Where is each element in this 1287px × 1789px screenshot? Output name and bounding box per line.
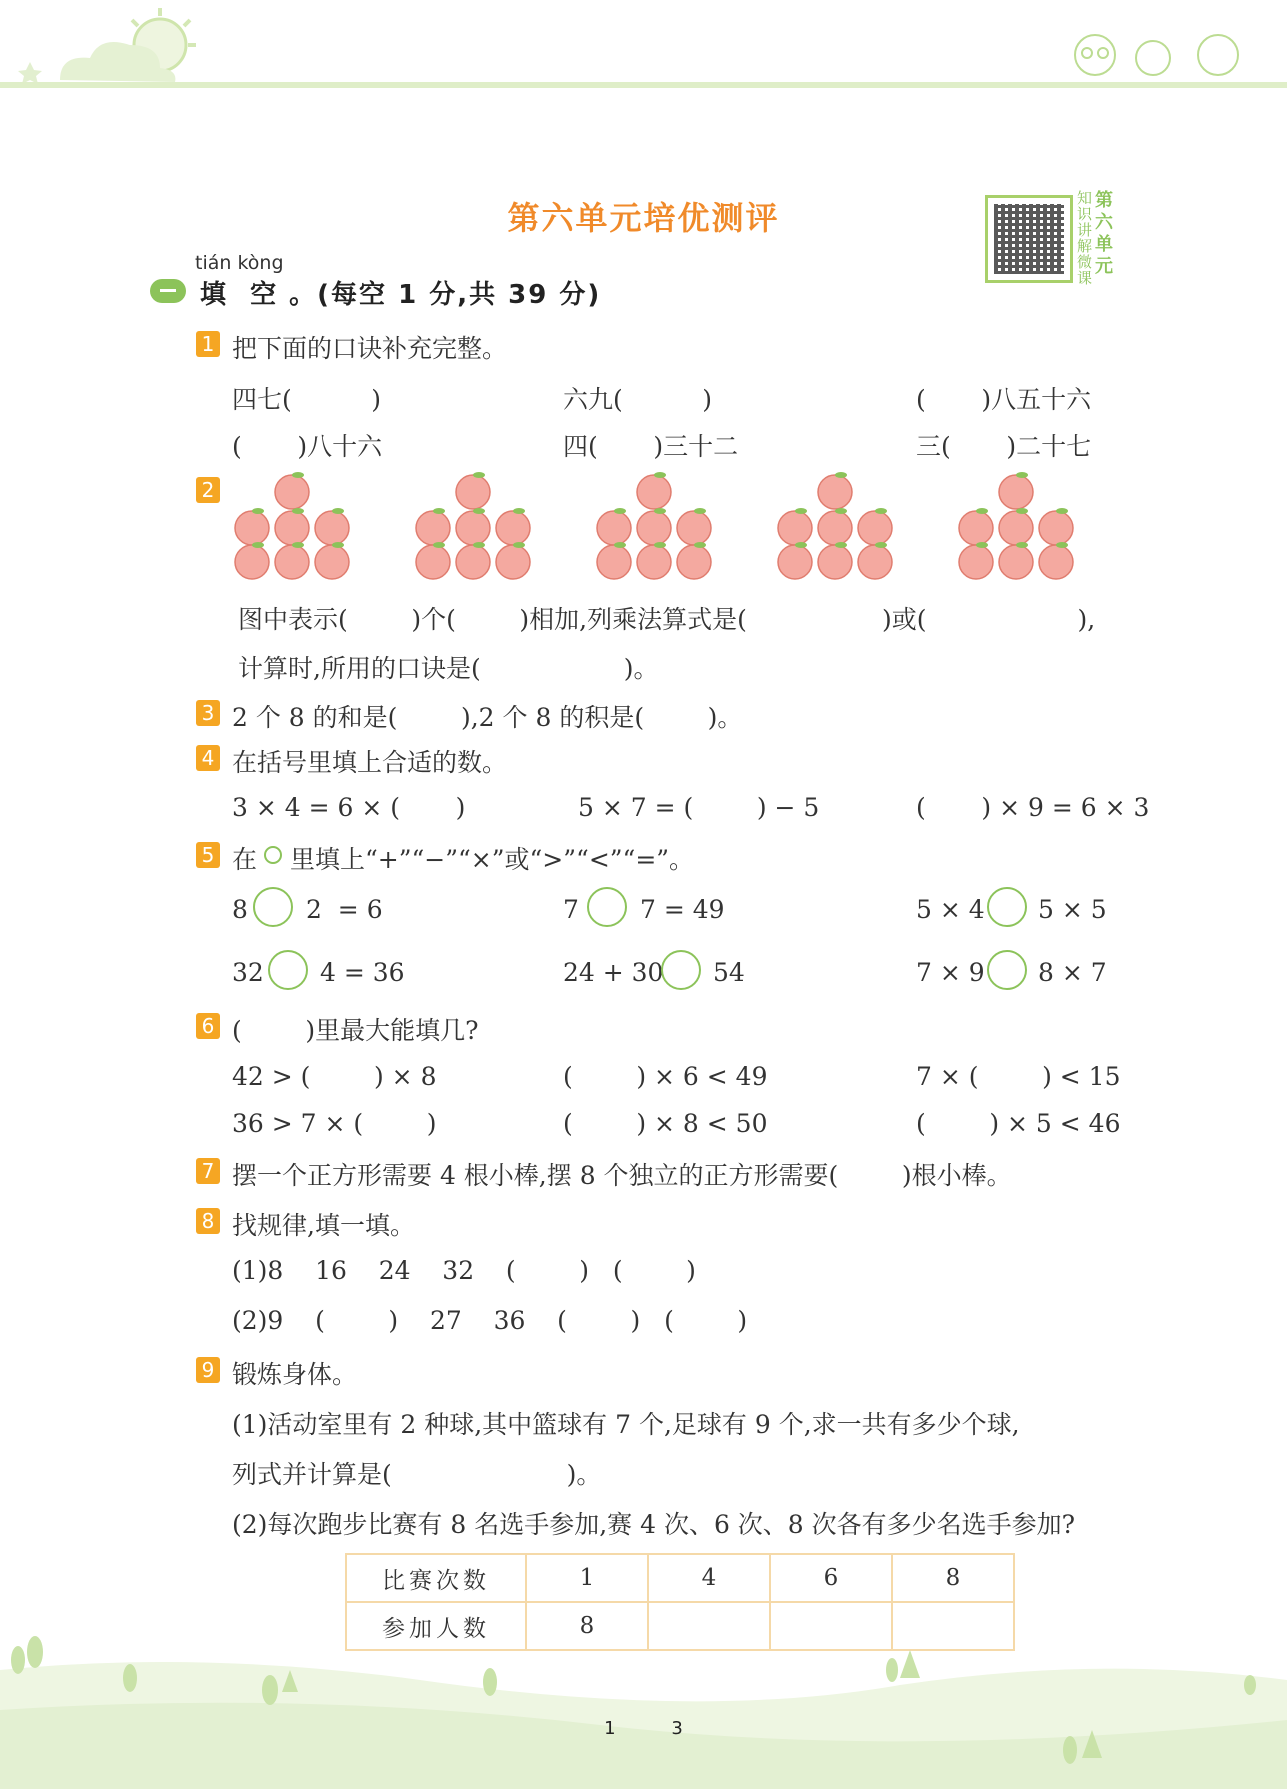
q9-part2: (2)每次跑步比赛有 8 名选手参加,赛 4 次、6 次、8 次各有多少名选手参加?	[232, 1510, 1076, 1539]
q5-left: 24 + 30	[563, 958, 664, 987]
table-header-cell: 比赛次数	[346, 1554, 526, 1602]
q5-left: 32	[232, 958, 264, 987]
apple-icon	[1039, 542, 1073, 579]
q5-right: 7 = 49	[640, 895, 725, 924]
question-number: 1	[196, 331, 220, 357]
apple-icon	[999, 472, 1033, 509]
q5-left: 7 × 9	[916, 958, 985, 987]
apple-icon	[818, 542, 852, 579]
apple-group	[592, 470, 722, 580]
question-number: 2	[196, 477, 220, 503]
apple-icon	[858, 542, 892, 579]
apple-icon	[637, 472, 671, 509]
q4-item: 5 × 7 = ( ) − 5	[578, 793, 820, 822]
q9-part1-line1: (1)活动室里有 2 种球,其中篮球有 7 个,足球有 9 个,求一共有多少个球,	[232, 1410, 1020, 1439]
apple-icon	[315, 542, 349, 579]
circle-icon	[264, 846, 282, 864]
q5-right: 5 × 5	[1038, 895, 1107, 924]
question-number: 3	[196, 700, 220, 726]
question-number: 9	[196, 1357, 220, 1383]
apple-icon	[778, 542, 812, 579]
q5-left: 7	[563, 895, 579, 924]
operator-circle[interactable]	[587, 887, 627, 927]
q4-item: 3 × 4 = 6 × ( )	[232, 793, 466, 822]
question-text: 在括号里填上合适的数。	[232, 748, 508, 777]
q6-item: ( ) × 8 < 50	[563, 1109, 768, 1138]
footer-landscape	[0, 1630, 1287, 1789]
q6-item: ( ) × 5 < 46	[916, 1109, 1121, 1138]
apple-icon	[637, 542, 671, 579]
apple-icon	[999, 508, 1033, 545]
qr-pattern	[994, 204, 1064, 274]
q1-item: ( )八十六	[232, 432, 383, 461]
apple-icon	[818, 472, 852, 509]
q5-left: 8	[232, 895, 248, 924]
q5-right: 8 × 7	[1038, 958, 1107, 987]
apple-icon	[496, 542, 530, 579]
operator-circle[interactable]	[987, 950, 1027, 990]
apple-icon	[456, 508, 490, 545]
apple-icon	[275, 472, 309, 509]
apple-icon	[597, 508, 631, 545]
q1-item: 三( )二十七	[916, 432, 1092, 461]
apple-icon	[999, 542, 1033, 579]
question-text: 2 个 8 的和是( ),2 个 8 的积是( )。	[232, 703, 743, 732]
apple-icon	[235, 542, 269, 579]
q5-right: 54	[713, 958, 745, 987]
qr-caption-right: 第六单元	[1095, 190, 1113, 277]
page-number: 1 3	[604, 1718, 683, 1739]
apple-group	[954, 470, 1084, 580]
table-cell: 4	[648, 1554, 770, 1602]
table-cell: 1	[526, 1554, 648, 1602]
q1-item: 四( )三十二	[563, 432, 739, 461]
apple-icon	[959, 542, 993, 579]
q6-item: 36 > 7 × ( )	[232, 1109, 437, 1138]
q2-line-2: 计算时,所用的口诀是( )。	[238, 654, 659, 683]
qr-code[interactable]	[985, 195, 1073, 283]
qr-caption-left: 知识讲解微课	[1077, 189, 1093, 287]
apple-icon	[315, 508, 349, 545]
q5-text-suffix: 里填上“+”“−”“×”或“>”“<”“=”。	[290, 845, 695, 874]
q1-item: 六九( )	[563, 385, 712, 414]
section-number-badge	[150, 279, 186, 303]
q1-item: ( )八五十六	[916, 385, 1092, 414]
question-text: 找规律,填一填。	[232, 1211, 415, 1240]
apple-icon	[456, 542, 490, 579]
q8-sequence-1: (1)8 16 24 32 ( ) ( )	[232, 1256, 696, 1285]
question-number: 7	[196, 1158, 220, 1184]
operator-circle[interactable]	[987, 887, 1027, 927]
q8-sequence-2: (2)9 ( ) 27 36 ( ) ( )	[232, 1306, 748, 1335]
apple-icon	[677, 508, 711, 545]
apple-icon	[416, 542, 450, 579]
question-text: 摆一个正方形需要 4 根小棒,摆 8 个独立的正方形需要( )根小棒。	[232, 1161, 1012, 1190]
table-cell: 8	[892, 1554, 1014, 1602]
table-row	[346, 1554, 1014, 1602]
q6-item: ( ) × 6 < 49	[563, 1062, 768, 1091]
apple-icon	[1039, 508, 1073, 545]
question-text: 锻炼身体。	[232, 1360, 358, 1389]
apple-icon	[235, 508, 269, 545]
q1-item: 四七( )	[232, 385, 381, 414]
section-heading: 填 空 。(每空 1 分,共 39 分)	[200, 280, 602, 310]
question-number: 6	[196, 1013, 220, 1039]
q5-right: 2 = 6	[306, 895, 383, 924]
apple-icon	[275, 542, 309, 579]
apple-icon	[677, 542, 711, 579]
question-text: ( )里最大能填几?	[232, 1016, 479, 1045]
q6-item: 7 × ( ) < 15	[916, 1062, 1121, 1091]
q5-right: 4 = 36	[320, 958, 405, 987]
question-number: 4	[196, 745, 220, 771]
apple-icon	[959, 508, 993, 545]
header-rule	[0, 82, 1287, 88]
q4-item: ( ) × 9 = 6 × 3	[916, 793, 1150, 822]
q2-line-1: 图中表示( )个( )相加,列乘法算式是( )或( ),	[238, 605, 1096, 634]
question-number: 8	[196, 1208, 220, 1234]
q5-left: 5 × 4	[916, 895, 985, 924]
q5-text-prefix: 在	[232, 845, 258, 874]
apple-icon	[858, 508, 892, 545]
operator-circle[interactable]	[268, 950, 308, 990]
apple-icon	[818, 508, 852, 545]
apple-group	[411, 470, 541, 580]
apple-group	[773, 470, 903, 580]
apple-icon	[597, 542, 631, 579]
apple-group	[230, 470, 360, 580]
operator-circle[interactable]	[253, 887, 293, 927]
apple-icon	[637, 508, 671, 545]
table-header-cell: 参加人数	[346, 1602, 526, 1650]
q6-item: 42 > ( ) × 8	[232, 1062, 437, 1091]
page-title: 第六单元培优测评	[507, 199, 780, 237]
operator-circle[interactable]	[661, 950, 701, 990]
apple-icon	[496, 508, 530, 545]
question-text: 把下面的口诀补充完整。	[232, 334, 508, 363]
apple-icon	[778, 508, 812, 545]
question-number: 5	[196, 842, 220, 868]
apple-icon	[275, 508, 309, 545]
apple-icon	[456, 472, 490, 509]
table-cell: 6	[770, 1554, 892, 1602]
table-cell: 8	[526, 1602, 648, 1650]
q9-part1-line2: 列式并计算是( )。	[232, 1460, 602, 1489]
section-pinyin: tián kòng	[195, 252, 284, 274]
apple-icon	[416, 508, 450, 545]
